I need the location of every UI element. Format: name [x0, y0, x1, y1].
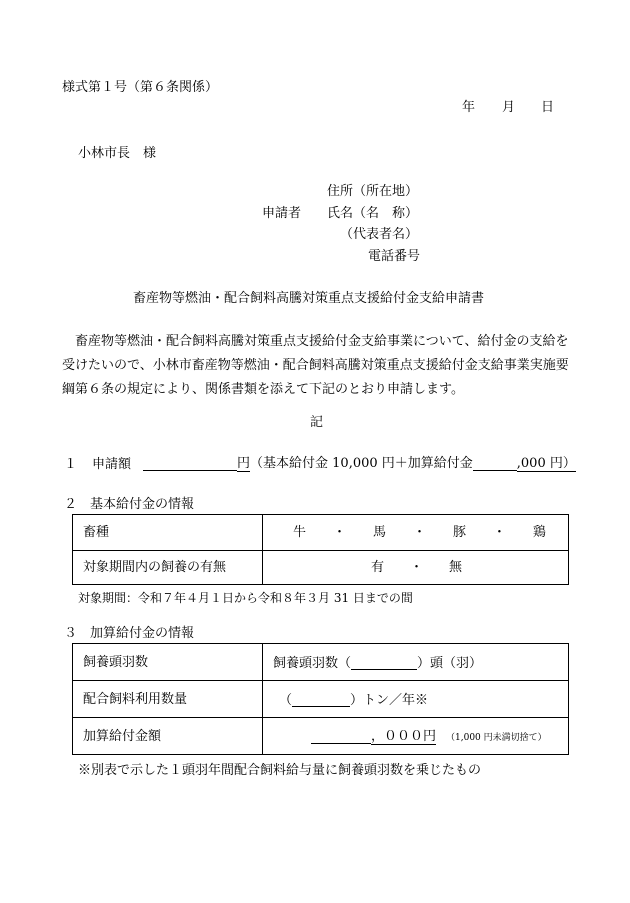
- additional-amount-field[interactable]: [311, 729, 371, 744]
- basic-benefit-table: [72, 514, 569, 585]
- livestock-type-options[interactable]: [263, 515, 569, 551]
- target-period-note: 対象期間：令和７年４月１日から令和８年３月 31 日までの間: [78, 591, 413, 605]
- separator: ・: [332, 525, 346, 540]
- head-count-cell: 飼養頭羽数（ ）頭（羽）: [263, 644, 569, 681]
- item3-heading: ３ 加算給付金の情報: [64, 626, 195, 641]
- feeding-status-options[interactable]: [263, 551, 569, 585]
- item1-yen: 円: [237, 456, 251, 471]
- option-no[interactable]: 無: [449, 560, 463, 575]
- date-day: 日: [541, 100, 555, 115]
- head-count-blank[interactable]: [351, 655, 417, 670]
- applicant-phone-label: 電話番号: [368, 249, 421, 264]
- option-horse[interactable]: 馬: [372, 525, 386, 540]
- amount-blank[interactable]: [143, 456, 237, 471]
- livestock-type-label: 畜種: [73, 515, 263, 551]
- item1-breakdown-prefix: （基本給付金 10,000 円＋加算給付金: [250, 456, 473, 471]
- item1-label: 申請額: [92, 457, 132, 472]
- additional-amount-cell: ，０００円 （1,000 円未満切捨て）: [263, 718, 569, 755]
- separator: ・: [409, 560, 423, 575]
- feeding-status-label: 対象期間内の飼養の有無: [73, 551, 263, 585]
- table-row: [73, 681, 569, 718]
- table-row: [73, 551, 569, 585]
- feed-usage-label: 配合飼料利用数量: [73, 681, 263, 718]
- item3-footnote: ※別表で示した１頭羽年間配合飼料給与量に飼養頭羽数を乗じたもの: [78, 763, 482, 778]
- additional-amount-label: 加算給付金額: [73, 718, 263, 755]
- head-count-label: 飼養頭羽数: [73, 644, 263, 681]
- option-cattle[interactable]: 牛: [293, 525, 307, 540]
- addressee: 小林市長 様: [78, 146, 157, 161]
- ki-heading: 記: [310, 415, 324, 430]
- date-year: 年: [462, 100, 476, 115]
- feed-usage-cell: （ ）トン／年※: [263, 681, 569, 718]
- table-row: [73, 515, 569, 551]
- option-chicken[interactable]: 鶏: [532, 525, 546, 540]
- document-title: 畜産物等燃油・配合飼料高騰対策重点支援給付金支給申請書: [133, 291, 485, 306]
- separator: ・: [412, 525, 426, 540]
- option-yes[interactable]: 有: [370, 560, 384, 575]
- applicant-rep-label: （代表者名）: [340, 227, 419, 242]
- feed-usage-blank[interactable]: [292, 692, 350, 707]
- body-paragraph: 畜産物等燃油・配合飼料高騰対策重点支援給付金支給事業について、給付金の支給を受けたいので、小林市畜産物等燃油・配合飼料高騰対策重点支援給付金支給事業実施要綱第６条の規定により、関係書類を添えて下記のとおり申請します。: [62, 334, 569, 397]
- table-row: [73, 718, 569, 755]
- table-row: [73, 644, 569, 681]
- item1-number: １: [64, 457, 78, 472]
- option-pig[interactable]: 豚: [452, 525, 466, 540]
- additional-amount-blank[interactable]: [473, 456, 517, 471]
- item2-heading: ２ 基本給付金の情報: [64, 497, 195, 512]
- item1-breakdown-suffix: ,000 円）: [516, 456, 576, 471]
- form-number: 様式第１号（第６条関係）: [62, 80, 219, 95]
- separator: ・: [492, 525, 506, 540]
- date-month: 月: [502, 100, 516, 115]
- additional-benefit-table: [72, 643, 569, 755]
- applicant-label: 申請者: [262, 206, 302, 221]
- applicant-address-label: 住所（所在地）: [327, 184, 419, 199]
- applicant-name-label: 氏名（名 称）: [327, 206, 419, 221]
- item1-amount-line: [143, 456, 576, 471]
